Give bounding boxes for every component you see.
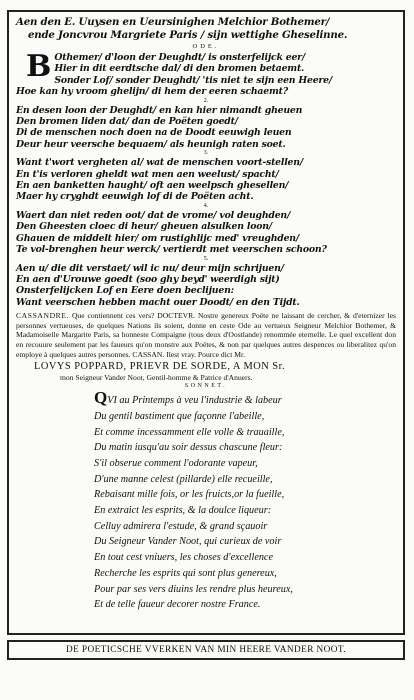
dedication-line-1: Aen den E. Uuysen en Ueursinighen Melchior Bothemer/: [16, 16, 330, 28]
verse-line: Want t'wort vergheten al/ wat de menschen voort-stellen/: [16, 157, 304, 169]
sonnet-line: [16, 388, 396, 409]
verse-line: Di de menschen noch doen na de Doodt eeuwigh leuen: [16, 127, 292, 139]
verse-line: Othemer/ d'loon der Deughdt/ is onsterfelijck eer/: [54, 52, 306, 63]
verse-line: Onsterfelijcken Lof en Eere doen beclijuen:: [16, 285, 234, 297]
speaker-label: CASSANDRE.: [16, 311, 70, 321]
sonnet-line: Du matin iusqu'au soir dessus chascune fleur:: [94, 442, 283, 454]
sonnet-line: Celluy admirera l'estude, & grand sçauoir: [94, 520, 268, 532]
sonnet-line: Rebaisant mille fois, or les fruicts,or la fueille,: [94, 489, 285, 501]
stanza-number: 2.: [203, 97, 209, 104]
drop-cap-initial: B: [26, 49, 52, 84]
verse-line: Te vol-brenghen heur werck/ vertierdt met veerschen schoon?: [16, 244, 327, 256]
sonnet-line: Du Seigneur Vander Noot, qui curieux de voir: [94, 536, 282, 548]
verse-line: Hier in dit eerdtsche dal/ di den bromen betaemt.: [54, 63, 305, 75]
sonnet-label: SONNET.: [184, 383, 228, 390]
verse-line: En desen loon der Deughdt/ en kan hier nimandt gheuen: [16, 104, 303, 116]
verse-line: Den bromen liden dat/ dan de Poëten goedt/: [16, 116, 238, 128]
stanza-2: [16, 98, 396, 151]
cassandre-dialogue: [16, 311, 396, 359]
running-footer: DE POETICSCHE VVERKEN VAN MIN HEERE VANDER NOOT.: [7, 640, 405, 660]
stanza-5: [16, 256, 396, 309]
stanza-number: 3.: [203, 150, 209, 157]
verse-line: Sonder Lof/ sonder Deughdt/ 'tis niet te sijn een Heere/: [54, 74, 333, 86]
sonnet-body: [16, 388, 396, 613]
sonnet-line: Et comme incessamment elle volle & trauaille,: [94, 426, 285, 438]
verse-line: Den Gheesten cloec di heur/ gheuen alsulken loon/: [16, 221, 272, 233]
stanza-1: [16, 49, 396, 98]
verse-line: Maer hy cryghdt eeuwigh lof di de Poëten acht.: [16, 191, 254, 203]
verse-line: En aen d'Urouwe goedt (soo ghy beyd' weerdigh sijt): [16, 273, 280, 285]
sonnet-line: Recherche les esprits qui sont plus genereux,: [94, 567, 277, 579]
sonnet-line: Et de telle faueur decorer nostre France.: [94, 599, 261, 611]
stanza-number: 5.: [203, 255, 209, 262]
verse-line: Aen u/ die dit verstaet/ wil ic nu/ deur mijn schrijuen/: [16, 262, 284, 274]
verse-line: Hoe kan hy vroom ghelijn/ di hem der eeren schaemt?: [16, 86, 288, 98]
stanza-3: [16, 150, 396, 203]
verse-line: Want veerschen hebben macht ouer Doodt/ en den Tijdt.: [16, 296, 300, 308]
sonnet-line: En tout cest vniuers, les choses d'excellence: [94, 552, 273, 564]
dedication-line-2: ende Joncvrou Margriete Paris / sijn wettighe Gheselinne.: [28, 29, 348, 41]
sonnet-line-text: VI au Printemps à veu l'industrie & labeur: [107, 395, 282, 407]
sonnet-line: Pour par ses vers diuins les rendre plus heureux,: [94, 583, 293, 595]
sonnet-title: LOVYS POPPARD, PRIEVR DE SORDE, A MON Sr.: [34, 361, 286, 373]
dedication-heading: [16, 16, 396, 42]
stanza-number: 4.: [203, 202, 209, 209]
ode-label: ODE.: [192, 43, 220, 50]
sonnet-subtitle: mon Seigneur Vander Noot, Gentil-homme & Patrice d'Anuers.: [60, 373, 253, 383]
stanza-4: [16, 203, 396, 256]
dialogue-text: Que contiennent ces vers? DOCTEVR. Nostre genereux Poëte ne laissant de cercher, & d'eternizer les personnes vertueuses, de quelques Nations ils soient, donne en ceste Ode au vertueux Seigneur Melchior Bothemer, & Madamoiselle Margarite Paris, sa honneste Compaigne (tous deux d'Oostlande) renommée eternelle. Le quel excellent don en recouure seulement par les faueurs qu'on monstre aux Poëtes, & non par quelques autres despences ou liberalitez qu'on employe à quelques autres personnes. CASSAN. Ilest vray. Pource dict Mr.: [16, 311, 396, 359]
text-frame: [7, 10, 405, 635]
verse-line: En aen banketten haught/ oft aen weelpsch ghesellen/: [16, 180, 289, 192]
verse-line: Deur heur veersche bequaem/ als heunigh raten soet.: [16, 138, 286, 150]
verse-line: Waert dan niet reden oot/ dat de vrome/ vol deughden/: [16, 209, 291, 221]
sonnet-line: S'il obserue comment l'odorante vapeur,: [94, 457, 258, 469]
sonnet-line: En extraict les esprits, & la doulce liqueur:: [94, 505, 272, 517]
verse-line: Ghauen de middelt hier/ om rustighlijc med' vreughden/: [16, 232, 300, 244]
sonnet-line: D'une manne celest (pillarde) elle recueille,: [94, 473, 273, 485]
sonnet-line: Du gentil bastiment que façonne l'abeille,: [94, 410, 265, 422]
verse-line: En t'is verloren gheldt wat men aen weelust/ spacht/: [16, 168, 279, 180]
sonnet-initial: Q: [94, 388, 108, 408]
